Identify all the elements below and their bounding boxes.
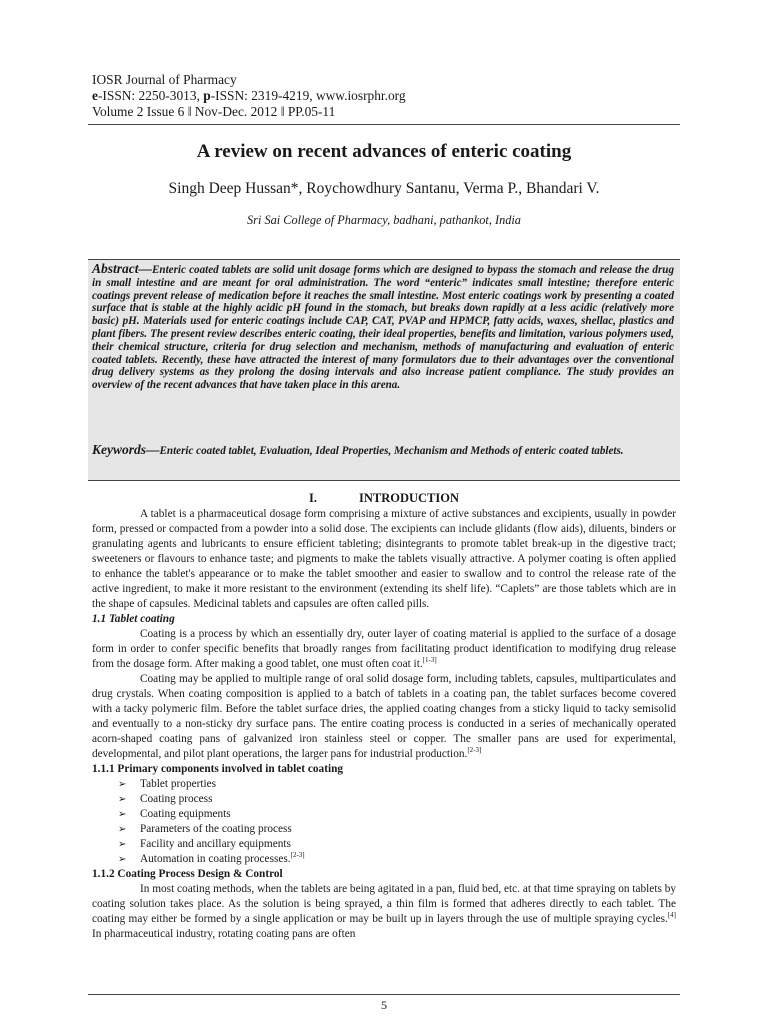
list-item-text: Facility and ancillary equipments (140, 838, 291, 850)
affiliation: Sri Sai College of Pharmacy, badhani, pathankot, India (247, 213, 521, 227)
pissn-prefix: p (203, 88, 211, 103)
paragraph-1-1-a (92, 627, 676, 672)
authors: Singh Deep Hussan*, Roychowdhury Santanu, Verma P., Bhandari V. (168, 180, 600, 197)
footer-rule (88, 994, 680, 995)
list-item (118, 852, 676, 867)
citation: [2-3] (467, 746, 482, 755)
abstract-label: Abstract— (92, 261, 153, 276)
journal-name: IOSR Journal of Pharmacy (92, 72, 237, 87)
abstract (92, 263, 674, 392)
list-item-text: Parameters of the coating process (140, 823, 292, 835)
citation: [2-3] (290, 851, 305, 860)
list-item-text: Tablet properties (140, 778, 217, 790)
arrow-bullet-icon: ➢ (118, 839, 127, 850)
issn-line (92, 88, 682, 104)
eissn-text: -ISSN: 2250-3013, (97, 88, 204, 103)
eissn-prefix: e (92, 88, 98, 103)
subheading-1-1: 1.1 Tablet coating (92, 613, 175, 625)
header-rule (88, 124, 680, 125)
list-item-text: Automation in coating processes. (140, 853, 291, 865)
citation: [4] (667, 911, 676, 920)
paragraph-1-1-2-text: In most coating methods, when the tablets are being agitated in a pan, fluid bed, etc. at that time spraying on tablets by coating solution takes place. As the solution is being sprayed, a thin film is formed that adheres directly to each tablet. The coating may either be formed by a single application or may be built up in layers through the use of multiple spraying cycles. (92, 883, 676, 925)
list-item (118, 792, 676, 807)
keywords-text: Enteric coated tablet, Evaluation, Ideal Properties, Mechanism and Methods of enteric coated tablets. (159, 445, 624, 457)
section-number: I. (308, 491, 317, 505)
body-text (92, 507, 676, 942)
arrow-bullet-icon: ➢ (118, 809, 127, 820)
section-title: INTRODUCTION (358, 491, 459, 505)
paragraph-1-1-2-text-cont: In pharmaceutical industry, rotating coating pans are often (92, 928, 356, 940)
list-item (118, 777, 676, 792)
list-item (118, 807, 676, 822)
arrow-bullet-icon: ➢ (118, 779, 127, 790)
pissn-text: -ISSN: 2319-4219, www.iosrphr.org (210, 88, 406, 103)
arrow-bullet-icon: ➢ (118, 794, 127, 805)
citation: [1-3] (422, 656, 437, 665)
paragraph-1-1-b (92, 672, 676, 762)
page-number: 5 (381, 998, 387, 1012)
list-item (118, 837, 676, 852)
keywords-label: Keywords— (92, 442, 160, 457)
keywords (92, 443, 674, 459)
paragraph-1-1-a-text: Coating is a process by which an essentially dry, outer layer of coating material is applied to the surface of a dosage form in order to confer specific benefits that broadly ranges from facilitating product identification to modifying drug release from the dosage form. After making a good tablet, one must often coat it. (92, 628, 676, 670)
section-heading (0, 491, 768, 506)
paragraph-1-1-2 (92, 882, 676, 942)
subheading-1-1-1: 1.1.1 Primary components involved in tablet coating (92, 763, 344, 775)
volume-line: Volume 2 Issue 6 ǁ Nov-Dec. 2012 ǁ PP.05-11 (92, 104, 336, 119)
journal-header (92, 72, 682, 120)
arrow-bullet-icon: ➢ (118, 854, 127, 865)
subheading-1-1-2: 1.1.2 Coating Process Design & Control (92, 868, 283, 880)
arrow-bullet-icon: ➢ (118, 824, 127, 835)
paper-title: A review on recent advances of enteric coating (196, 141, 572, 162)
abstract-text: Enteric coated tablets are solid unit dosage forms which are designed to bypass the stomach and release the drug in small intestine and are meant for oral administration. The word “enteric” indicates small intestine; therefore enteric coatings prevent release of medication before it reaches the small intestine. Most enteric coatings work by presenting a coated surface that is stable at the highly acidic pH found in the stomach, but breaks down rapidly at a less acidic (relatively more basic) pH. Materials used for enteric coatings include CAP, CAT, PVAP and HPMCP, fatty acids, waxes, shellac, plastics and plant fibers. The present review describes enteric coating, their ideal properties, benefits and limitation, various polymers used, their chemical structure, criteria for drug selection and mechanism, methods of manufacturing and evaluation of enteric coated tablets. Recently, these have attracted the interest of many formulators due to their advantages over the conventional drug delivery systems as they prolong the dosing intervals and also increase patient compliance. The study provides an overview of the recent advances that have taken place in this arena. (92, 264, 674, 392)
list-item-text: Coating equipments (140, 808, 231, 820)
list-item-text: Coating process (140, 793, 213, 805)
paragraph-1-1-b-text: Coating may be applied to multiple range of oral solid dosage form, including tablets, capsules, multiparticulates and drug crystals. When coating composition is applied to a batch of tablets in a coating pan, the tablet surfaces become covered with a tacky polymeric film. Before the tablet surface dries, the applied coating changes from a sticky liquid to tacky semisolid and eventually to a non-sticky dry surface pans. The entire coating process is conducted in a series of mechanically operated acorn-shaped coating pans of galvanized iron stainless steel or copper. The smaller pans are used for experimental, developmental, and pilot plant operations, the larger pans for industrial production. (92, 673, 676, 760)
intro-paragraph: A tablet is a pharmaceutical dosage form comprising a mixture of active substances and excipients, usually in powder form, pressed or compacted from a powder into a solid dose. The excipients can include glidants (flow aids), diluents, binders or granulating agents and lubricants to ensure efficient tableting; disintegrants to promote tablet break-up in the digestive tract; sweeteners or flavours to enhance taste; and pigments to make the tablets visually attractive. A polymer coating is often applied to enhance the tablet's appearance or to make the tablet smoother and easier to swallow and to control the release rate of the active ingredient, to make it more resistant to the environment (extending its shelf life). “Caplets” are those tablets which are in the shape of capsules. Medicinal tablets and capsules are often called pills. (92, 508, 676, 610)
components-list (92, 777, 676, 867)
list-item (118, 822, 676, 837)
